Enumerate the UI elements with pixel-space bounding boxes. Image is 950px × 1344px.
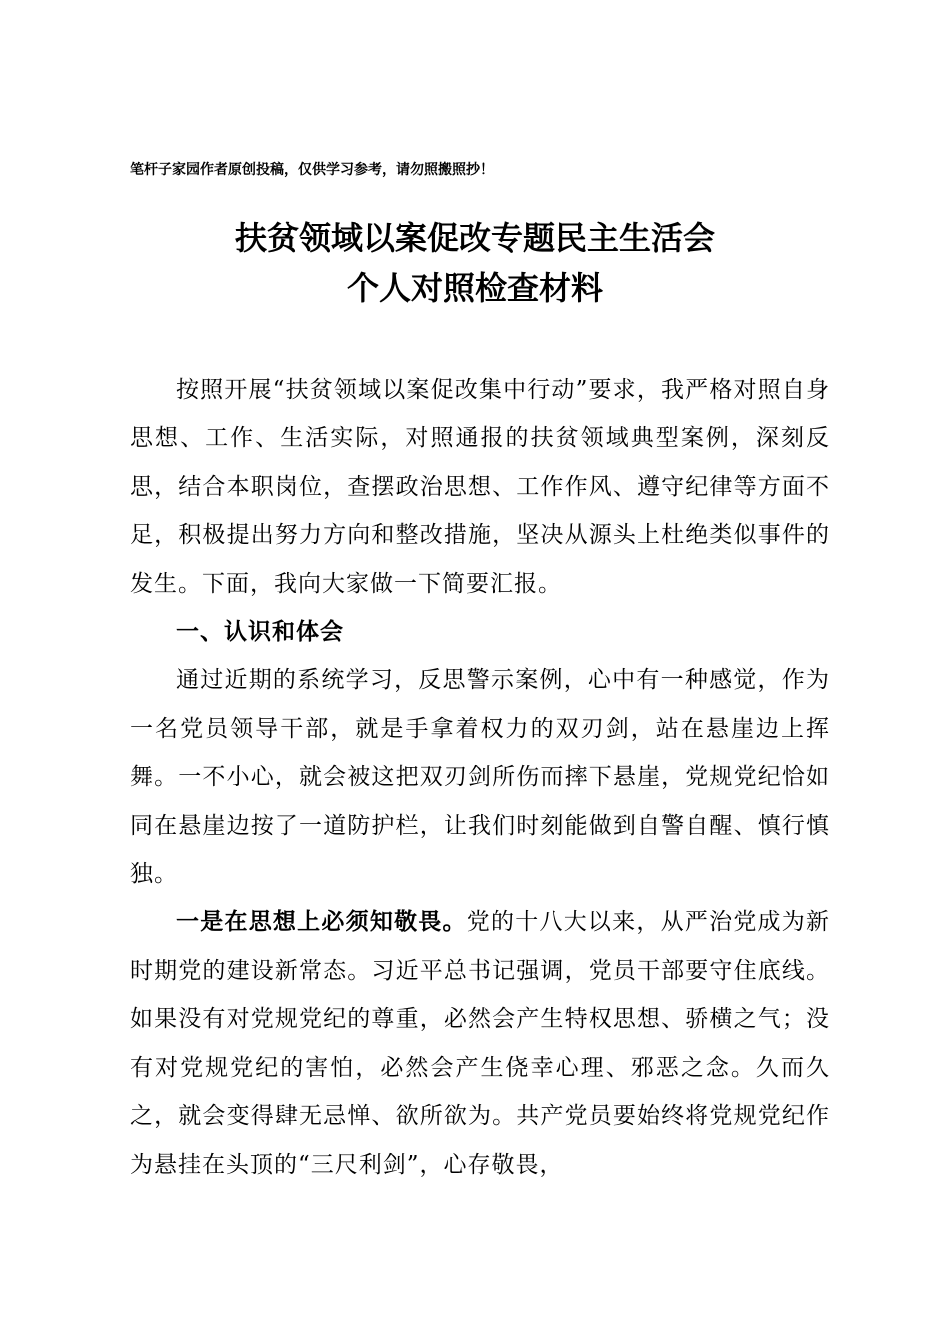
document-title-line-1: 扶贫领域以案促改专题民主生活会 [234,219,715,257]
paragraph-lead-phrase: 一是在思想上必须知敬畏。 [176,909,467,936]
body-paragraph-with-lead [130,898,830,1188]
body-paragraph: 通过近期的系统学习，反思警示案例，心中有一种感觉，作为一名党员领导干部，就是手拿着权力的双刃剑，站在悬崖边上挥舞。一不小心，就会被这把双刃剑所伤而摔下悬崖，党规党纪恰如同在悬崖边按了一道防护栏，让我们时刻能做到自警自醒、慎行慎独。 [130,667,830,888]
section-heading: 一、认识和体会 [176,619,344,646]
intro-paragraph: 按照开展“扶贫领域以案促改集中行动”要求，我严格对照自身思想、工作、生活实际，对照通报的扶贫领域典型案例，深刻反思，结合本职岗位，查摆政治思想、工作作风、遵守纪律等方面不足，积极提出努力方向和整改措施，坚决从源头上杜绝类似事件的发生。下面，我向大家做一下简要汇报。 [130,377,830,597]
copyright-notice: 笔杆子家园作者原创投稿，仅供学习参考，请勿照搬照抄！ [130,162,494,178]
document-body [130,366,830,1189]
document-title-line-2: 个人对照检查材料 [346,269,603,307]
paragraph-text: 党的十八大以来，从严治党成为新时期党的建设新常态。习近平总书记强调，党员干部要守住底线。如果没有对党规党纪的尊重，必然会产生特权思想、骄横之气；没有对党规党纪的害怕，必然会产生侥幸心理、邪恶之念。久而久之，就会变得肆无忌惮、欲所欲为。共产党员要始终将党规党纪作为悬挂在头顶的“三尺利剑”，心存敬畏， [130,909,831,1178]
